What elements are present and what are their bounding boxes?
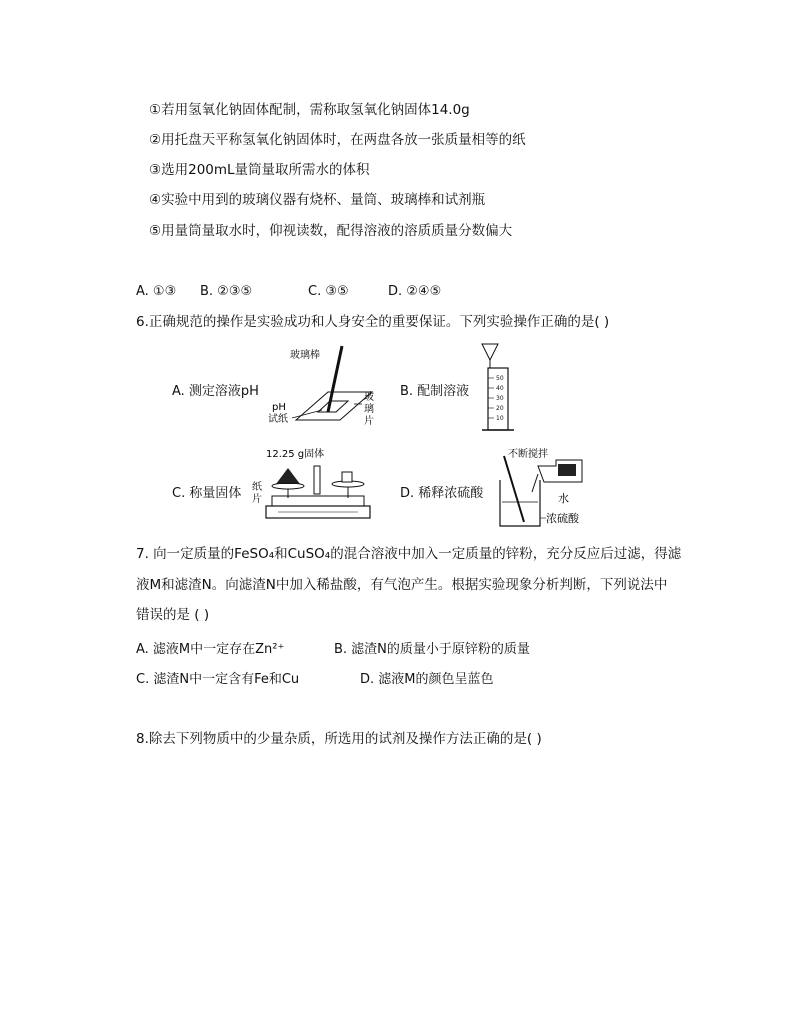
solid-sample-icon xyxy=(276,468,300,484)
dilution-figure xyxy=(494,446,604,532)
q5-option-b[interactable]: B. ②③⑤ xyxy=(200,284,253,299)
svg-text:10: 10 xyxy=(496,415,504,422)
mass-label: 12.25 g固体 xyxy=(266,449,325,460)
q7-option-c[interactable]: C. 滤渣N中一定含有Fe和Cu xyxy=(136,672,300,687)
stir-label: 不断搅拌 xyxy=(508,449,548,460)
weight-icon xyxy=(342,472,352,482)
q5-option-c[interactable]: C. ③⑤ xyxy=(308,284,349,299)
water-label: 水 xyxy=(558,492,569,505)
q6-option-d[interactable]: D. 稀释浓硫酸 xyxy=(400,486,484,501)
svg-text:50: 50 xyxy=(496,375,504,382)
q6-option-b[interactable]: B. 配制溶液 xyxy=(400,384,470,399)
q7-option-d[interactable]: D. 滤液M的颜色呈蓝色 xyxy=(360,672,494,687)
q6-option-a[interactable]: A. 测定溶液pH xyxy=(172,384,259,399)
statement-4: ④实验中用到的玻璃仪器有烧杯、量筒、玻璃棒和试剂瓶 xyxy=(149,192,486,208)
svg-text:玻: 玻 xyxy=(364,392,374,403)
glass-plate-icon xyxy=(296,392,372,420)
funnel-icon xyxy=(482,344,498,360)
q6-option-c[interactable]: C. 称量固体 xyxy=(172,486,242,501)
svg-text:璃: 璃 xyxy=(364,404,374,415)
cylinder-figure xyxy=(474,338,524,438)
q7-line-1: 7. 向一定质量的FeSO₄和CuSO₄的混合溶液中加入一定质量的锌粉，充分反应后过滤，得滤 xyxy=(136,546,682,562)
ph-paper-icon xyxy=(318,401,348,412)
paper-label-1: pH xyxy=(272,402,286,413)
statement-3: ③选用200mL量筒量取所需水的体积 xyxy=(149,162,370,178)
acid-label: 浓硫酸 xyxy=(546,512,579,525)
svg-text:片: 片 xyxy=(252,494,262,505)
svg-text:片: 片 xyxy=(364,416,374,427)
ph-test-figure xyxy=(266,340,386,435)
rod-label: 玻璃棒 xyxy=(290,350,320,361)
balance-figure xyxy=(248,446,378,526)
q8-stem: 8.除去下列物质中的少量杂质，所选用的试剂及操作方法正确的是( ) xyxy=(136,731,542,747)
q7-line-3: 错误的是 ( ) xyxy=(136,607,210,623)
paper-label-2: 试纸 xyxy=(268,414,288,425)
q5-option-d[interactable]: D. ②④⑤ xyxy=(388,284,442,299)
svg-text:40: 40 xyxy=(496,385,504,392)
q6-stem: 6.正确规范的操作是实验成功和人身安全的重要保证。下列实验操作正确的是( ) xyxy=(136,314,610,330)
svg-text:20: 20 xyxy=(496,405,504,412)
q7-option-b[interactable]: B. 滤渣N的质量小于原锌粉的质量 xyxy=(334,642,530,657)
glass-rod-icon xyxy=(504,456,524,522)
svg-text:纸: 纸 xyxy=(252,482,262,493)
q5-option-a[interactable]: A. ①③ xyxy=(136,284,177,299)
glass-rod-icon xyxy=(328,346,342,412)
q7-option-a[interactable]: A. 滤液M中一定存在Zn²⁺ xyxy=(136,642,285,657)
statement-5: ⑤用量筒量取水时，仰视读数，配得溶液的溶质质量分数偏大 xyxy=(149,223,513,239)
statement-1: ①若用氢氧化钠固体配制，需称取氢氧化钠固体14.0g xyxy=(149,102,470,118)
svg-text:30: 30 xyxy=(496,395,504,402)
q7-line-2: 液M和滤渣N。向滤渣N中加入稀盐酸，有气泡产生。根据实验现象分析判断，下列说法中 xyxy=(136,577,668,593)
statement-2: ②用托盘天平称氢氧化钠固体时，在两盘各放一张质量相等的纸 xyxy=(149,132,526,148)
